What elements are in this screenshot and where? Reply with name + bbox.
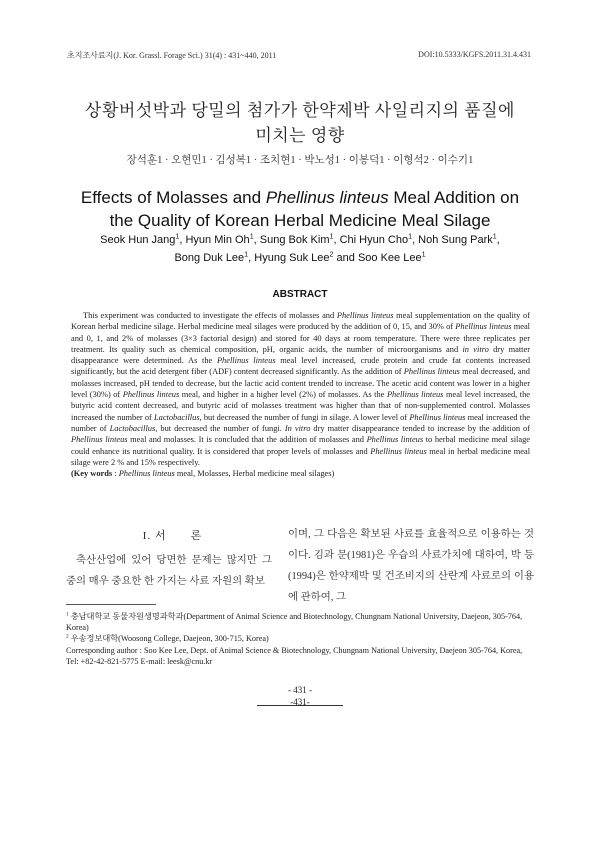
journal-header: 초지조사료지(J. Kor. Grassl. Forage Sci.) 31(4) : 431~440, 2011 xyxy=(67,51,277,60)
author-separator: , xyxy=(496,234,500,246)
english-title-text: Effects of Molasses and xyxy=(80,188,266,207)
section-heading-introduction: I. 서 론 xyxy=(142,530,203,542)
author-name: Bong Duk Lee xyxy=(174,252,245,264)
author-name: , Hyun Min Oh xyxy=(179,234,250,246)
author-name: Seok Hun Jang xyxy=(100,234,176,246)
page-number-rule xyxy=(257,705,343,706)
affiliation-mark: 1 xyxy=(329,232,334,241)
doi-header: DOI:10.5333/KGFS.2011.31.4.431 xyxy=(418,50,531,59)
abstract-paragraph: This experiment was conducted to investigate the effects of molasses and Phellinus linteus meal supplementation on the quality of Korean herbal medicine silage. Herbal medicine meal silages were produced by the addition of 0, 15, and 30% of Phellinus linteus meal and 0, 1, and 2% of molasses (3×3 factorial design) and stored for 40 days at room temperature. There were three replicates per treatment. Its quality such as chemical composition, pH, organic acids, the number of microorganisms and in vitro dry matter disappearance were determined. As the Phellinus linteus meal level increased, crude protein and crude fat contents increased significantly, but the acid detergent fiber (ADF) content decreased significantly. As the addition of Phellinus linteus meal decreased, and molasses increased, pH tended to decrease, but the lactic acid content trended to increase. The acetic acid content was lower in a higher level (30%) of Phellinus linteus meal, and higher in a higher level (2%) of molasses. As the Phellinus linteus meal level increased, the butyric acid content decreased, and butyric acid of molasses treatment was higher than that of non-supplemented control. Molasses increased the number of Lactobacillus, but decreased the number of fungi in silage. A lower level of Phellinus linteus meal increased the number of Lactobacillus, but decreased the number of fungi. In vitro dry matter disappearance tended to increase by the addition of Phellinus linteus meal and molasses. It is concluded that the addition of molasses and Phellinus linteus to herbal medicine meal silage could enhance its nutritional quality. It is considered that proper levels of molasses and Phellinus linteus meal in herbal medicine meal silage were 2 % and 15% respectively. xyxy=(71,311,531,467)
footnote-corresponding-author: Corresponding author : Soo Kee Lee, Dept. of Animal Science & Biotechnology, Chungnam National University, Daejeon 305-764, Korea, Tel: +82-42-821-5775 E-mail: leesk@cnu.kr xyxy=(66,646,523,666)
page-number-inner: - 431 - xyxy=(288,685,312,695)
affiliation-mark: 1 xyxy=(421,250,426,259)
korean-title-line1: 상황버섯박과 당밀의 첨가가 한약제박 사일리지의 품질에 xyxy=(85,101,515,120)
footnote-affiliation-1: $^1$ 충남대학교 동물자원생명과학과(Department of Animal Science and Biotechnology, Chungnam National University, Daejeon, 305-764, Korea) xyxy=(66,611,523,632)
author-name: , Sung Bok Kim xyxy=(253,234,330,246)
abstract-body xyxy=(71,310,530,479)
english-title-line1 xyxy=(30,188,570,208)
affiliation-mark: 1 xyxy=(244,250,249,259)
author-name: , Chi Hyun Cho xyxy=(333,234,409,246)
author-name: , Hyung Suk Lee xyxy=(248,252,330,264)
intro-left-column: 축산산업에 있어 당면한 문제는 많지만 그 중의 매우 중요한 한 가지는 사료 자원의 확보 xyxy=(66,555,272,587)
affiliation-mark: 1 xyxy=(492,232,497,241)
key-words: (Key words : Phellinus linteus meal, Molasses, Herbal medicine meal silages) xyxy=(71,469,335,479)
intro-right-column: 이며, 그 다음은 확보된 사료를 효율적으로 이용하는 것이다. 김과 문(1981)은 우습의 사료가치에 대하여, 박 등(1994)은 한약제박 및 건조비지의 산란계 사료로의 이용에 관하여, 그 xyxy=(288,529,534,603)
page-number-outer: -431- xyxy=(290,697,310,707)
author-name: , Noh Sung Park xyxy=(412,234,493,246)
english-title-line2: the Quality of Korean Herbal Medicine Meal Silage xyxy=(109,211,491,230)
korean-title-line2: 미치는 영향 xyxy=(255,126,345,145)
english-title-text: Meal Addition on xyxy=(388,188,520,207)
footnote-divider xyxy=(66,604,156,605)
affiliation-mark: 1 xyxy=(175,232,180,241)
english-authors-line1 xyxy=(30,234,570,246)
footnote-affiliation-2: $^2$ 우송정보대학(Woosong College, Daejeon, 300-715, Korea) xyxy=(66,633,269,643)
affiliation-mark: 2 xyxy=(329,250,334,259)
english-authors-line2 xyxy=(30,252,570,264)
abstract-heading: ABSTRACT xyxy=(272,289,328,300)
english-title-species: Phellinus linteus xyxy=(265,188,389,207)
author-name: and Soo Kee Lee xyxy=(333,252,422,264)
affiliation-mark: 1 xyxy=(408,232,413,241)
korean-authors: 장석훈1 · 오현민1 · 김성복1 · 조치현1 · 박노성1 · 이봉덕1 · 이형석2 · 이수기1 xyxy=(126,155,474,166)
affiliation-mark: 1 xyxy=(249,232,254,241)
